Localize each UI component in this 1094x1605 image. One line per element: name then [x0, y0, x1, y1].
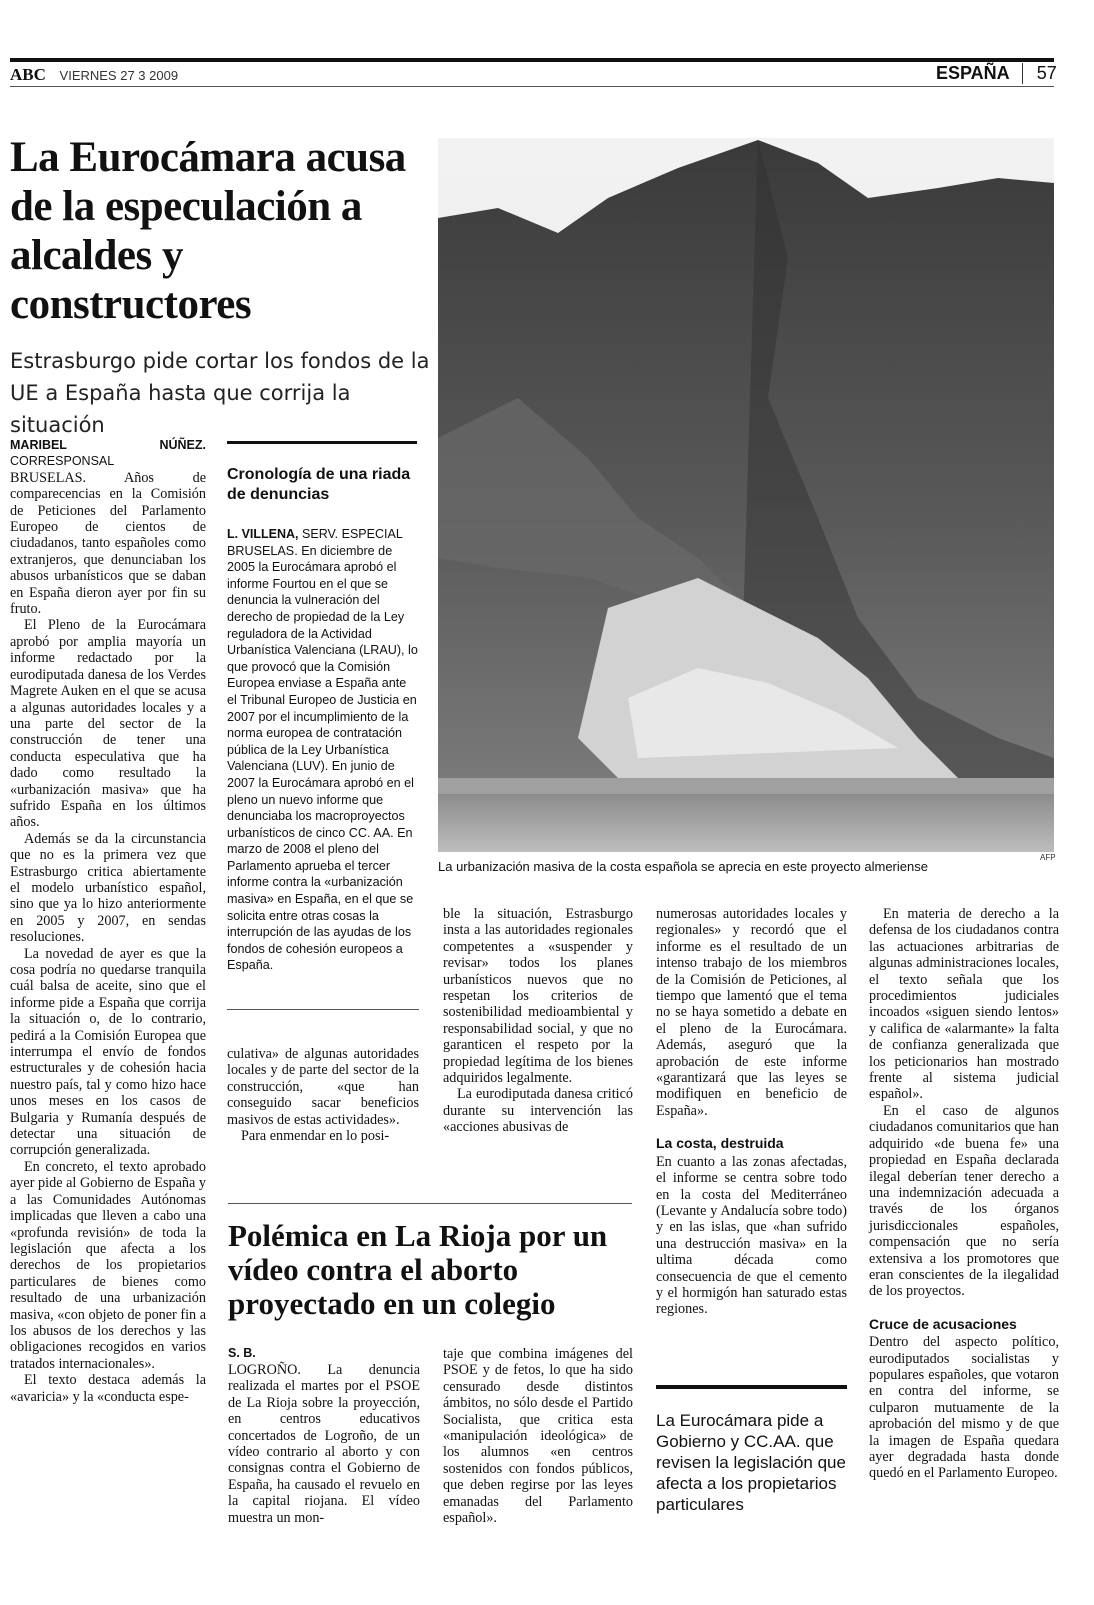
sidebar-rule [227, 441, 417, 444]
paragraph: Para enmendar en lo posi- [241, 1128, 390, 1145]
paragraph: Dentro del aspecto político, eurodiputados socialistas y populares españoles, que votaron en contra del informe, se culparon mutuamente de la aprobación del mismo y de que la imagen de España quedara ayer degradada hasta donde quedó en el Parlamento Europeo. [869, 1334, 1059, 1482]
main-subheadline: Estrasburgo pide cortar los fondos de la UE a España hasta que corrija la situación [10, 349, 430, 437]
paragraph: El texto destaca además la «avaricia» y la «conducta espe- [10, 1372, 206, 1405]
masthead-left [10, 65, 178, 85]
paragraph: numerosas autoridades locales y regionales» y recordó que el informe es el resultado de un intenso trabajo de los miembros de la Comisión de Peticiones, al tiempo que lamentó que el tema no se haya sometido a debate en el pleno de la Eurocámara. Además, aseguró que la aprobación de este informe «garantizará que las leyes se modifiquen en beneficio de España». [656, 906, 847, 1119]
sidebar-text: BRUSELAS. En diciembre de 2005 la Eurocámara aprobó el informe Fourtou en el que se denuncia la vulneración del derecho de propiedad de la Ley reguladora de la Actividad Urbanística Valenciana (LRAU), lo que provocó que la Comisión Europea enviase a España ante el Tribunal Europeo de Justicia en 2007 por el incumplimiento de la norma europea de contratación pública de la Ley Urbanística Valenciana (LUV). En junio de 2007 la Eurocámara aprobó en el pleno un nuevo informe que denunciaba los macroproyectos urbanísticos de cinco CC. AA. En marzo de 2008 el pleno del Parlamento aprueba el tercer informe contra la «urbanización masiva» en España, en el que se solicita entre otras cosas la interrupción de las ayudas de los fondos de cohesión europeos a España. [227, 543, 418, 973]
coastal-development-photo [438, 138, 1054, 852]
photo-credit: AFP [1040, 853, 1056, 862]
article-column-4 [656, 906, 847, 1318]
paragraph: En el caso de algunos ciudadanos comunitarios que han adquirido «de buena fe» una propiedad en España declarada ilegal deberían tener derecho a una indemnización adecuada a través de los órganos jurisdiccionales españoles, compensación que no sería extensiva a los promotores que eran conscientes de la ilegalidad de los proyectos. [869, 1102, 1059, 1300]
article-column-5 [869, 906, 1059, 1482]
section-name: ESPAÑA [936, 63, 1023, 84]
second-article-byline: S. B. [228, 1346, 256, 1360]
sidebar-byline-role: SERV. ESPECIAL [302, 527, 403, 541]
masthead-right [936, 63, 1057, 84]
paragraph: BRUSELAS. Años de comparecencias en la Comisión de Peticiones del Parlamento Europeo de cientos de ciudadanos, tanto españoles como extranjeros, que denunciaban los abusos urbanísticos que se daban en España dieron ayer por fin su fruto. [10, 469, 206, 618]
byline-name: MARIBEL NÚÑEZ. [10, 438, 206, 452]
pullquote-rule [656, 1385, 847, 1389]
sidebar-body [227, 526, 419, 974]
second-article-column-1 [228, 1362, 420, 1526]
paragraph: El Pleno de la Eurocámara aprobó por amplia mayoría un informe redactado por la eurodiputada danesa de los Verdes Magrete Auken en el que se acusa a algunas autoridades locales y a una parte del sector de la construcción de tener una conducta especulativa que ha dado como resultado la «urbanización masiva» que ha sufrido España en los últimos años. [10, 617, 206, 831]
paragraph: En materia de derecho a la defensa de los ciudadanos contra las actuaciones arbitrarias de algunas administraciones locales, el texto señala que los procedimientos judiciales incoados «siguen siendo lentos» y califica de «alarmante» la falta de confianza generalizada que los peticionarios han mostrado frente al sistema judicial español». [869, 906, 1059, 1103]
paragraph: En concreto, el texto aprobado ayer pide al Gobierno de España y a las Comunidades Autónomas implicadas que lleven a cabo una «profunda revisión» de toda la legislación que afecta a los derechos de los propietarios particulares de bienes como resultado de una urbanización masiva, «con objeto de poner fin a los abusos de los derechos y las obligaciones recogidos en varios tratados internacionales». [10, 1158, 206, 1372]
main-headline: La Eurocámara acusa de la especulación a alcaldes y constructores [10, 134, 406, 328]
paragraph: LOGROÑO. La denuncia realizada el martes por el PSOE de La Rioja sobre la proyección, en centros educativos concertados de Logroño, de un vídeo contrario al aborto y con consignas contra el Gobierno de España, ha causado el revuelo en la capital riojana. El vídeo muestra un mon- [228, 1362, 420, 1526]
article-column-2 [227, 1046, 419, 1144]
issue-date: VIERNES 27 3 2009 [59, 68, 179, 83]
paragraph: Además se da la circunstancia que no es la primera vez que Estrasburgo critica abiertamente el modelo urbanístico español, sino que ya lo hizo anteriormente en 2005 y 2007, en sendas resoluciones. [10, 830, 206, 946]
paragraph: La novedad de ayer es que la cosa podría no quedarse tranquila cuál balsa de aceite, sino que el informe pide a España que corrija la situación o, de lo contrario, pedirá a la Comisión Europea que interrumpa el envío de fondos estructurales y de cohesión hacia nuestro país, tal y como hizo hace unos meses en los casos de Bulgaria y Rumanía después de detectar una situación de corrupción generalizada. [10, 945, 206, 1159]
paragraph: culativa» de algunas autoridades locales y de parte del sector de la construcción, «que han conseguido sacar beneficios masivos de estas actividades». [227, 1046, 419, 1128]
masthead-rule [10, 58, 1054, 62]
second-article-headline: Polémica en La Rioja por un vídeo contra el aborto proyectado en un colegio [228, 1218, 608, 1321]
paper-name: ABC [10, 65, 46, 84]
subsection-title: La costa, destruida [656, 1135, 784, 1152]
byline-role: CORRESPONSAL [10, 454, 115, 469]
photo-caption: La urbanización masiva de la costa española se aprecia en este proyecto almeriense [438, 859, 928, 874]
paragraph: En cuanto a las zonas afectadas, el informe se centra sobre todo en la costa del Mediterráneo (Levante y Andalucía sobre todo) y en las islas, que «han sufrido una destrucción masiva» en la ultima década como consecuencia de que el cemento y el hormigón han saturado estas regiones. [656, 1153, 847, 1318]
subsection-title: Cruce de acusaciones [869, 1315, 1017, 1332]
sidebar-title: Cronología de una riada de denuncias [227, 466, 411, 503]
second-article-column-2 [443, 1346, 633, 1526]
page-number: 57 [1036, 63, 1057, 83]
paragraph: taje que combina imágenes del PSOE y de fetos, lo que ha sido censurado desde distintos ámbitos, no sólo desde el Partido Socialista, que critica esta «manipulación ideológica» de los alumnos «en centros sostenidos con fondos públicos, que deben regirse por las leyes emanadas del Parlamento español». [443, 1346, 633, 1527]
sidebar-byline-name: L. VILLENA, [227, 527, 299, 541]
paragraph: La eurodiputada danesa criticó durante su intervención las «acciones abusivas de [443, 1086, 633, 1136]
article-column-3 [443, 906, 633, 1136]
sidebar-bottom-rule [227, 1009, 419, 1010]
header-divider [10, 86, 1054, 87]
paragraph: ble la situación, Estrasburgo insta a las autoridades regionales competentes a «suspender y revisar» todos los planes urbanísticos nuevos que no respetan los criterios de sostenibilidad medioambiental y responsabilidad social, y que no garanticen el respeto por la propiedad legítima de los bienes adquiridos legalmente. [443, 906, 633, 1087]
second-article-rule [228, 1203, 632, 1204]
pullquote: La Eurocámara pide a Gobierno y CC.AA. que revisen la legislación que afecta a los propietarios particulares [656, 1411, 846, 1514]
article-column-1 [10, 437, 206, 1567]
mountain-photo-illustration [438, 138, 1054, 852]
